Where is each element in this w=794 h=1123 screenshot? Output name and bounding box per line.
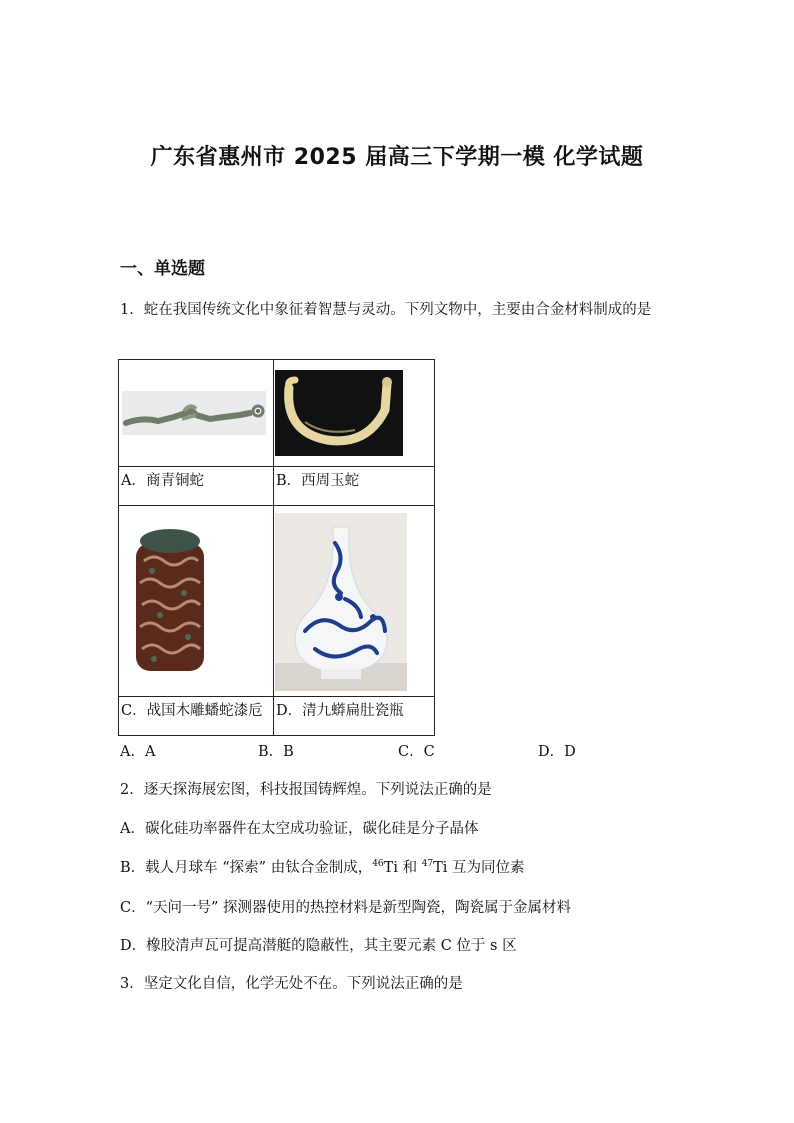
- ti46-mass-number: 46: [372, 859, 384, 869]
- option-d-label: D．清九蟒扁肚瓷瓶: [274, 697, 435, 736]
- page-title: 广东省惠州市 2025 届高三下学期一模 化学试题: [150, 145, 644, 170]
- option-c-label: C．战国木雕蟠蛇漆卮: [119, 697, 274, 736]
- option-b-text-1: B．载人月球车 “探索” 由钛合金制成，: [120, 860, 373, 876]
- choice-c[interactable]: C．C: [398, 744, 435, 760]
- ti47-mass-number: 47: [421, 859, 434, 869]
- option-d-image-cell: [274, 506, 435, 697]
- option-b-text-3: Ti 互为同位素: [433, 860, 525, 876]
- question-2-option-d[interactable]: D．橡胶清声瓦可提高潜艇的隐蔽性，其主要元素 C 位于 s 区: [120, 938, 517, 954]
- option-b-label: B．西周玉蛇: [274, 467, 435, 506]
- jade-snake-icon: [275, 370, 403, 456]
- bronze-snake-icon: [122, 391, 266, 435]
- choice-a[interactable]: A．A: [120, 744, 156, 760]
- question-2-stem: 2．逐天探海展宏图，科技报国铸辉煌。下列说法正确的是: [120, 782, 492, 798]
- question-2-option-c[interactable]: C．“天问一号” 探测器使用的热控材料是新型陶瓷，陶瓷属于金属材料: [120, 900, 572, 916]
- question-2-option-b[interactable]: [120, 856, 525, 877]
- lacquer-vessel-icon: [130, 525, 210, 675]
- option-b-text-2: Ti 和: [383, 860, 422, 876]
- question-1-table: [118, 359, 435, 736]
- porcelain-vase-icon: [275, 513, 407, 691]
- option-a-label: A．商青铜蛇: [119, 467, 274, 506]
- question-3-stem: 3．坚定文化自信，化学无处不在。下列说法正确的是: [120, 976, 463, 992]
- choice-b[interactable]: B．B: [258, 744, 294, 760]
- question-1-stem: 1．蛇在我国传统文化中象征着智慧与灵动。下列文物中，主要由合金材料制成的是: [120, 302, 652, 318]
- option-c-image-cell: [119, 506, 274, 697]
- choice-d[interactable]: D．D: [538, 744, 576, 760]
- question-2-option-a[interactable]: A．碳化硅功率器件在太空成功验证，碳化硅是分子晶体: [120, 821, 479, 837]
- option-a-image-cell: [119, 360, 274, 467]
- section-heading: 一、单选题: [120, 259, 205, 279]
- option-b-image-cell: [274, 360, 435, 467]
